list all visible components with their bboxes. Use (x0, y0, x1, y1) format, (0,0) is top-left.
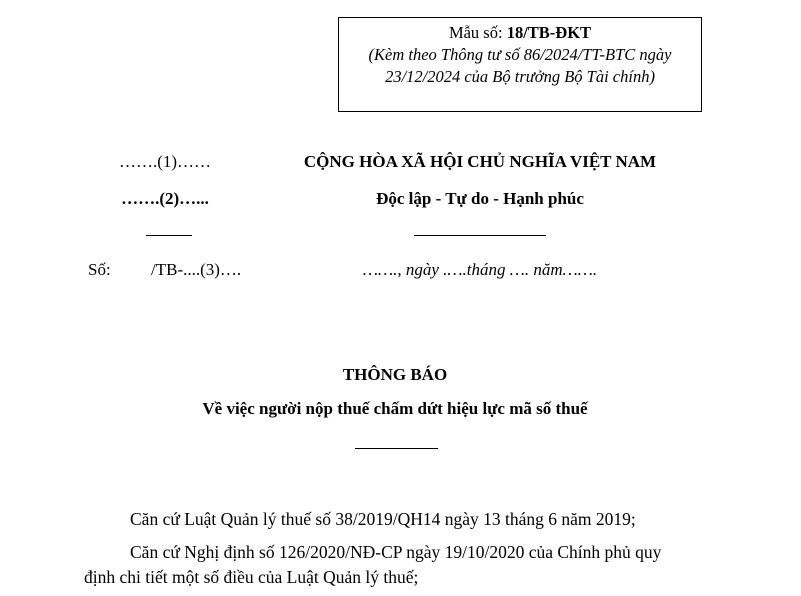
title-underline (355, 448, 438, 449)
document-number-label: Số: (88, 260, 111, 279)
form-number-code: 18/TB-ĐKT (506, 23, 592, 42)
country-name: CỘNG HÒA XÃ HỘI CHỦ NGHĨA VIỆT NAM (303, 152, 657, 171)
form-note-line1: (Kèm theo Thông tư số 86/2024/TT-BTC ngày (368, 45, 672, 64)
agency-line-2: …….(2)…... (121, 189, 209, 208)
notice-title: THÔNG BÁO (342, 365, 448, 384)
notice-subtitle: Về việc người nộp thuế chấm dứt hiệu lực mã số thuế (202, 399, 588, 418)
form-number-prefix: Mẫu số: (448, 23, 507, 42)
legal-basis-paragraph-2-line-1: Căn cứ Nghị định số 126/2020/NĐ-CP ngày 19/10/2020 của Chính phủ quy (130, 542, 662, 562)
legal-basis-paragraph-2-line-2: định chi tiết một số điều của Luật Quản lý thuế; (84, 567, 419, 587)
legal-basis-paragraph-1: Căn cứ Luật Quản lý thuế số 38/2019/QH14 ngày 13 tháng 6 năm 2019; (130, 509, 636, 529)
form-number (339, 22, 701, 44)
form-note-line2: 23/12/2024 của Bộ trưởng Bộ Tài chính) (385, 67, 655, 86)
form-number-box (338, 17, 702, 112)
agency-underline (146, 235, 192, 236)
agency-line-1: …….(1)…… (118, 152, 212, 171)
motto-underline (414, 235, 546, 236)
document-number-value: /TB-....(3)…. (151, 260, 242, 279)
place-date-line: ……., ngày .….tháng …. năm……. (362, 260, 598, 279)
national-motto: Độc lập - Tự do - Hạnh phúc (376, 189, 584, 208)
